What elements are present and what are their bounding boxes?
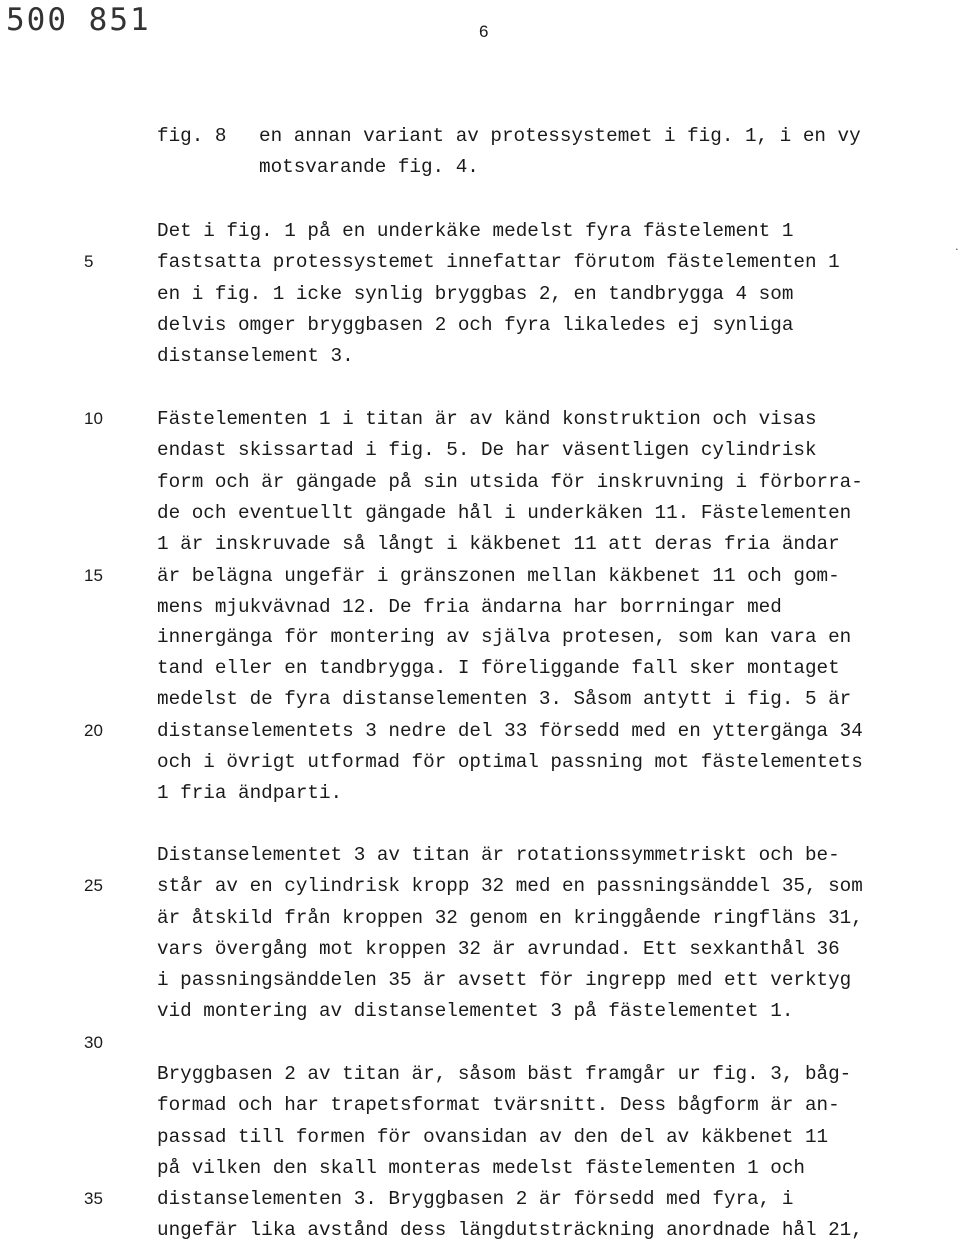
body-line: Distanselementet 3 av titan är rotationssymmetriskt och be-	[157, 844, 840, 866]
line-number-25: 25	[84, 876, 103, 895]
body-line: Det i fig. 1 på en underkäke medelst fyra fästelement 1	[157, 220, 794, 242]
body-line: distanselementen 3. Bryggbasen 2 är försedd med fyra, i	[157, 1188, 794, 1210]
fig-item-text-line-1: en annan variant av protessystemet i fig. 1, i en vy	[259, 125, 861, 147]
body-line: och i övrigt utformad för optimal passning mot fästelementets	[157, 751, 863, 773]
margin-mark: .	[955, 238, 959, 253]
body-line: 1 fria ändparti.	[157, 782, 343, 804]
body-line: form och är gängade på sin utsida för inskruvning i förborra-	[157, 471, 863, 493]
body-line: på vilken den skall monteras medelst fästelementen 1 och	[157, 1157, 805, 1179]
body-line: tand eller en tandbrygga. I föreliggande fall sker montaget	[157, 657, 840, 679]
body-line: delvis omger bryggbasen 2 och fyra likaledes ej synliga	[157, 314, 794, 336]
line-number-5: 5	[84, 252, 94, 271]
line-number-15: 15	[84, 566, 103, 585]
body-line: vid montering av distanselementet 3 på fästelementet 1.	[157, 1000, 794, 1022]
body-line: fastsatta protessystemet innefattar förutom fästelementen 1	[157, 251, 840, 273]
fig-item-label: fig. 8	[157, 125, 227, 147]
body-line: endast skissartad i fig. 5. De har väsentligen cylindrisk	[157, 439, 817, 461]
body-line: mens mjukvävnad 12. De fria ändarna har borrningar med	[157, 596, 782, 618]
body-line: står av en cylindrisk kropp 32 med en passningsänddel 35, som	[157, 875, 863, 897]
page-number: 6	[479, 22, 489, 41]
body-line: distanselementets 3 nedre del 33 försedd med en yttergänga 34	[157, 720, 863, 742]
line-number-30: 30	[84, 1033, 103, 1052]
body-line: 1 är inskruvade så långt i käkbenet 11 att deras fria ändar	[157, 533, 840, 555]
body-line: ungefär lika avstånd dess längdutsträckning anordnade hål 21,	[157, 1219, 863, 1241]
body-line: medelst de fyra distanselementen 3. Såsom antytt i fig. 5 är	[157, 688, 852, 710]
body-line: i passningsänddelen 35 är avsett för ingrepp med ett verktyg	[157, 969, 852, 991]
body-line: är belägna ungefär i gränszonen mellan käkbenet 11 och gom-	[157, 565, 840, 587]
body-line: formad och har trapetsformat tvärsnitt. Dess bågform är an-	[157, 1094, 840, 1116]
body-line: vars övergång mot kroppen 32 är avrundad. Ett sexkanthål 36	[157, 938, 840, 960]
body-line: distanselement 3.	[157, 345, 354, 367]
fig-item-text-line-2: motsvarande fig. 4.	[259, 156, 479, 178]
line-number-35: 35	[84, 1189, 103, 1208]
body-line: en i fig. 1 icke synlig bryggbas 2, en tandbrygga 4 som	[157, 283, 794, 305]
body-line: Bryggbasen 2 av titan är, såsom bäst framgår ur fig. 3, båg-	[157, 1063, 852, 1085]
body-line: är åtskild från kroppen 32 genom en kringgående ringfläns 31,	[157, 907, 863, 929]
body-line: de och eventuellt gängade hål i underkäken 11. Fästelementen	[157, 502, 852, 524]
body-line: passad till formen för ovansidan av den del av käkbenet 11	[157, 1126, 829, 1148]
line-number-10: 10	[84, 409, 103, 428]
body-line: innergänga för montering av själva protesen, som kan vara en	[157, 626, 852, 648]
line-number-20: 20	[84, 721, 103, 740]
document-number: 500 851	[6, 2, 151, 38]
body-line: Fästelementen 1 i titan är av känd konstruktion och visas	[157, 408, 817, 430]
